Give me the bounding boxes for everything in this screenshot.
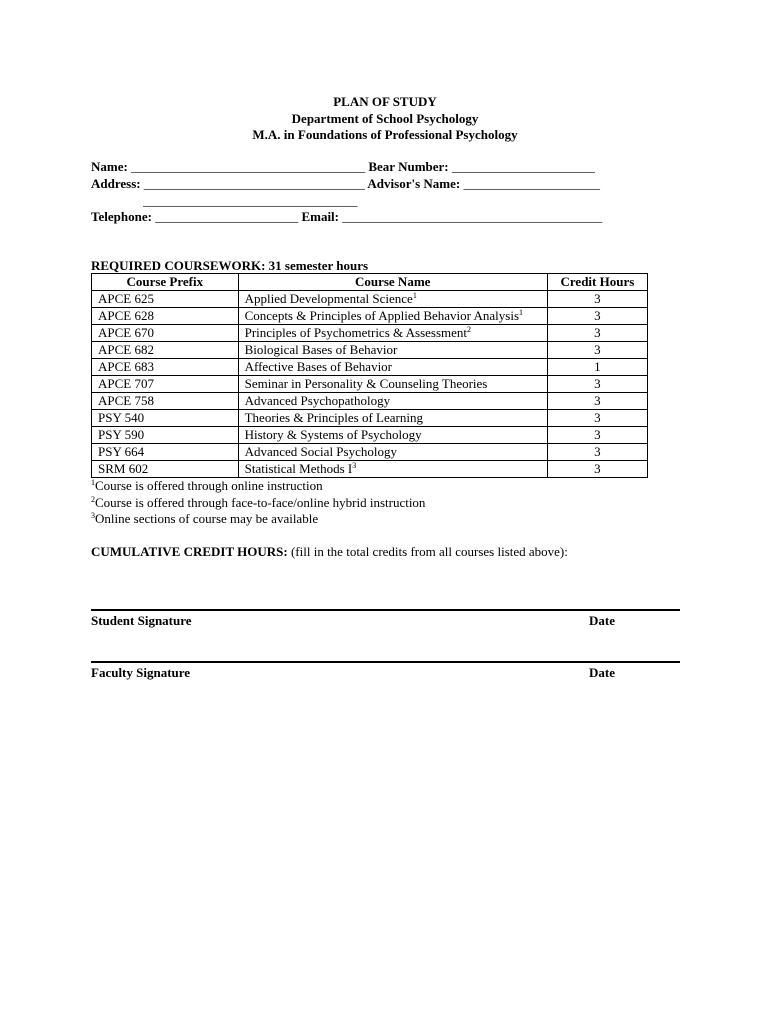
footnote-marker: 3 (352, 461, 357, 470)
course-name-cell: Principles of Psychometrics & Assessment$^2$ (238, 325, 547, 342)
table-row (92, 325, 648, 342)
student-signature-label: Student Signature (91, 613, 192, 628)
table-row (92, 444, 648, 461)
credit-hours-cell: 1 (547, 359, 647, 376)
course-prefix-cell: SRM 602 (92, 461, 239, 478)
cumulative-label: CUMULATIVE CREDIT HOURS: (91, 544, 288, 559)
course-name-cell: Seminar in Personality & Counseling Theories (238, 376, 547, 393)
course-table (91, 273, 648, 478)
student-signature-line[interactable] (91, 609, 680, 611)
footnote-marker: 1 (519, 308, 524, 317)
credit-hours-cell: 3 (547, 308, 647, 325)
bear-number-label: Bear Number (368, 159, 445, 174)
credit-hours-cell: 3 (547, 291, 647, 308)
address-field[interactable]: __________________________________ (143, 176, 365, 191)
course-prefix-cell: PSY 664 (92, 444, 239, 461)
credit-hours-cell: 3 (547, 427, 647, 444)
course-name-cell: Advanced Psychopathology (238, 393, 547, 410)
course-prefix-cell: APCE 628 (92, 308, 239, 325)
table-header-row (92, 274, 648, 291)
department-title: Department of School Psychology (291, 111, 479, 126)
column-header-name: Course Name (238, 274, 547, 291)
cumulative-credit-hours (91, 544, 568, 560)
name-label: Name (91, 159, 124, 174)
course-name-cell: Theories & Principles of Learning (238, 410, 547, 427)
footnotes (91, 478, 425, 528)
bear-number-field[interactable]: ______________________ (451, 159, 595, 174)
page-title: PLAN OF STUDY (333, 94, 437, 109)
faculty-date-label: Date (589, 665, 615, 680)
footnote-marker: 1 (412, 291, 417, 300)
table-row (92, 393, 648, 410)
credit-hours-cell: 3 (547, 376, 647, 393)
footnote: $^1$Course is offered through online instruction (91, 478, 323, 493)
table-row (92, 461, 648, 478)
course-prefix-cell: PSY 590 (92, 427, 239, 444)
email-field[interactable]: ________________________________________ (342, 209, 603, 224)
footnote: $^2$Course is offered through face-to-face/online hybrid instruction (91, 494, 426, 510)
course-name-cell: Statistical Methods $I^3$ (238, 461, 547, 478)
course-prefix-cell: APCE 670 (92, 325, 239, 342)
course-prefix-cell: PSY 540 (92, 410, 239, 427)
address-line-2-field[interactable]: _________________________________ (143, 193, 358, 208)
address-row: Address: __________________________________ Advisor's Name: _____________________ (91, 176, 600, 191)
table-row (92, 308, 648, 325)
course-prefix-cell: APCE 683 (92, 359, 239, 376)
table-row (92, 376, 648, 393)
course-name-cell: Concepts & Principles of Applied Behavior Analysis$^1$ (238, 308, 547, 325)
course-prefix-cell: APCE 758 (92, 393, 239, 410)
name-field[interactable]: ____________________________________ (131, 159, 366, 174)
credit-hours-cell: 3 (547, 325, 647, 342)
advisor-name-field[interactable]: _____________________ (463, 176, 600, 191)
course-prefix-cell: APCE 682 (92, 342, 239, 359)
telephone-field[interactable]: ______________________ (155, 209, 299, 224)
credit-hours-cell: 3 (547, 410, 647, 427)
telephone-row: Telephone: ______________________ Email: ________________________________________ (91, 209, 603, 224)
table-row (92, 410, 648, 427)
table-row (92, 427, 648, 444)
email-label: Email (301, 209, 335, 224)
course-name-cell: Advanced Social Psychology (238, 444, 547, 461)
footnote-marker: 2 (467, 325, 472, 334)
faculty-signature-line[interactable] (91, 661, 680, 663)
course-name-cell: Applied Developmental Science$^1$ (238, 291, 547, 308)
name-row: Name: ____________________________________ Bear Number: ______________________ (91, 159, 595, 174)
table-row (92, 359, 648, 376)
course-name-cell: Affective Bases of Behavior (238, 359, 547, 376)
faculty-signature-label: Faculty Signature (91, 665, 191, 680)
table-row (92, 291, 648, 308)
footnote: $^3$Online sections of course may be available (91, 511, 319, 526)
credit-hours-cell: 3 (547, 393, 647, 410)
table-row (92, 342, 648, 359)
credit-hours-cell: 3 (547, 342, 647, 359)
course-prefix-cell: APCE 625 (92, 291, 239, 308)
required-coursework-heading: REQUIRED COURSEWORK: 31 semester hours (91, 258, 369, 273)
credit-hours-cell: 3 (547, 444, 647, 461)
cumulative-instruction: (fill in the total credits from all courses listed above): (290, 544, 568, 559)
address-label: Address (91, 176, 137, 191)
credit-hours-cell: 3 (547, 461, 647, 478)
course-prefix-cell: APCE 707 (92, 376, 239, 393)
column-header-prefix: Course Prefix (92, 274, 239, 291)
student-date-label: Date (589, 613, 615, 628)
program-title: M.A. in Foundations of Professional Psychology (252, 127, 518, 142)
course-name-cell: Biological Bases of Behavior (238, 342, 547, 359)
course-name-cell: History & Systems of Psychology (238, 427, 547, 444)
advisor-name-label: Advisor's Name (367, 176, 456, 191)
column-header-credits: Credit Hours (547, 274, 647, 291)
telephone-label: Telephone (91, 209, 148, 224)
